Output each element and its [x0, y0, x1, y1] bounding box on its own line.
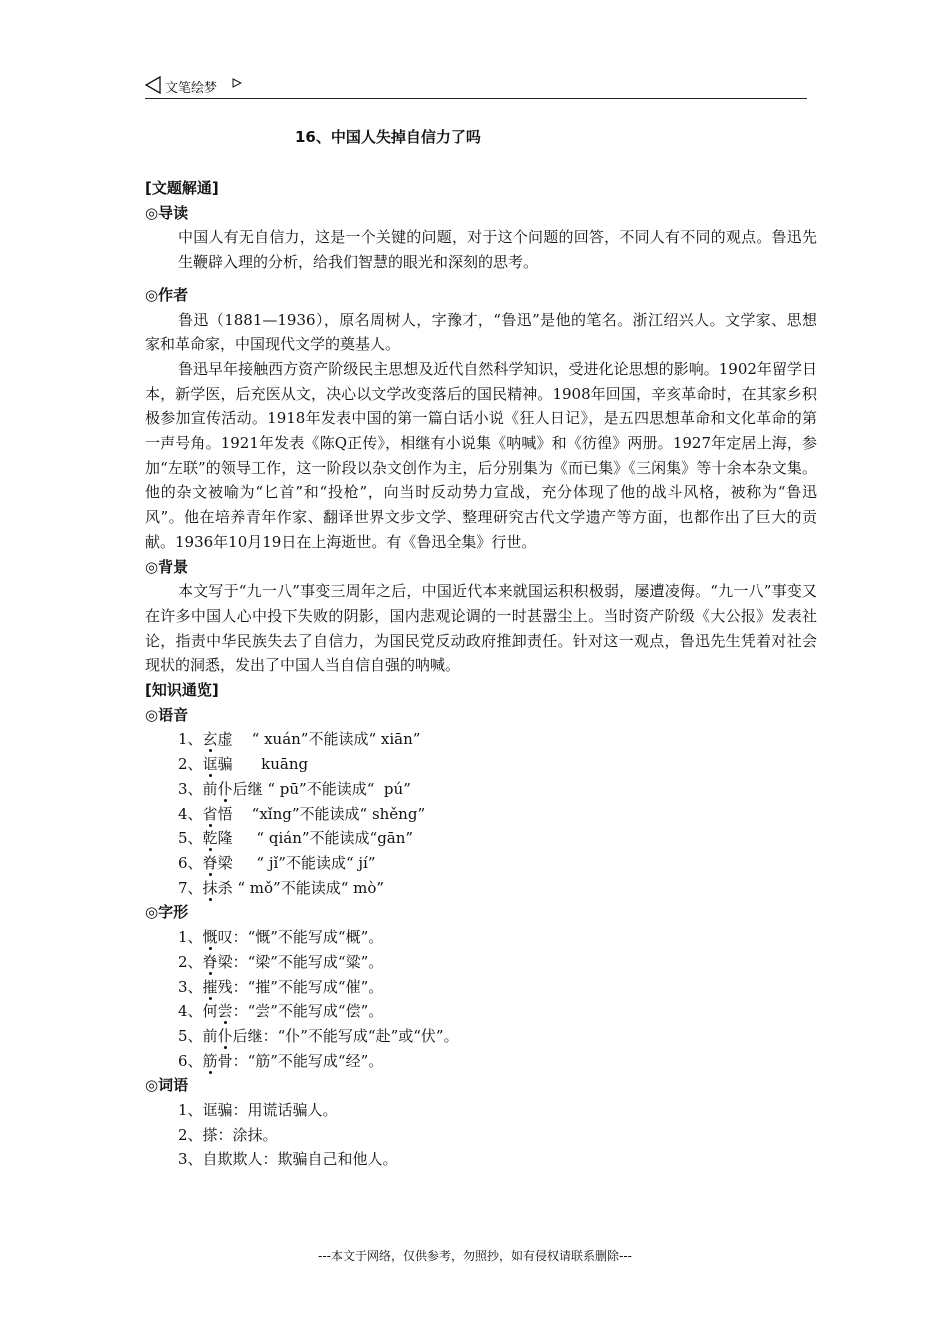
- list-item: 4、省悟 “xǐng”不能读成“ shěng”: [178, 804, 426, 823]
- subheading-ciyu: ◎词语: [145, 1076, 189, 1095]
- subheading-daodu: ◎导读: [145, 203, 189, 222]
- paragraph-daodu: 中国人有无自信力，这是一个关键的问题，对于这个问题的回答，不同人有不同的观点。鲁迅先生鞭辟入理的分析，给我们智慧的眼光和深刻的思考。: [178, 228, 817, 272]
- list-item: 3、自欺欺人：欺骗自己和他人。: [178, 1150, 398, 1169]
- list-item: 2、搽：涂抹。: [178, 1125, 278, 1144]
- page-title: 16、中国人失掉自信力了吗: [295, 128, 481, 146]
- list-item: 1、诓骗：用谎话骗人。: [178, 1101, 338, 1120]
- paragraph-zuozhe-2: 鲁迅早年接触西方资产阶级民主思想及近代自然科学知识，受进化论思想的影响。1902年留学日本，新学医，后充医从文，决心以文学改变落后的国民精神。1908年回国，辛亥革命时，在其家乡积极参加宣传活动。1918年发表中国的第一篇白话小说《狂人日记》，是五四思想革命和文化革命的第一声号角。1921年发表《陈Q正传》，相继有小说集《呐喊》和《彷徨》两册。1927年定居上海，参加“左联”的领导工作，这一阶段以杂文创作为主，后分别集为《而已集》《三闲集》等十余本杂文集。他的杂文被喻为“匕首”和“投枪”，向当时反动势力宣战，充分体现了他的战斗风格，被称为“鲁迅风”。他在培养青年作家、翻译世界文步文学、整理研究古代文学遗产等方面，也都作出了巨大的贡献。1936年10月19日在上海逝世。有《鲁迅全集》行世。: [145, 359, 817, 551]
- page-header: [145, 74, 807, 99]
- subheading-zuozhe: ◎作者: [145, 285, 189, 304]
- list-item: 6、脊梁 “ jǐ”不能读成“ jí”: [178, 853, 376, 872]
- subheading-beijing: ◎背景: [145, 557, 189, 576]
- left-triangle-icon: [145, 76, 161, 94]
- section-heading: [文题解通]: [145, 179, 219, 197]
- list-item: 5、前仆后继：“仆”不能写成“赴”或“伏”。: [178, 1026, 459, 1045]
- header-brand: 文笔绘梦: [165, 81, 218, 96]
- paragraph-beijing: 本文写于“九一八”事变三周年之后，中国近代本来就国运积积极弱，屡遭凌侮。“九一八”事变又在许多中国人心中投下失败的阴影，国内悲观论调的一时甚嚣尘上。当时资产阶级《大公报》发表社论，指责中华民族失去了自信力，为国民党反动政府推卸责任。针对这一观点，鲁迅先生凭着对社会现状的洞悉，发出了中国人当自信自强的呐喊。: [145, 582, 817, 675]
- subheading-yuyin: ◎语音: [145, 705, 189, 724]
- list-item: 5、乾隆 “ qián”不能读成“gān”: [178, 829, 414, 848]
- section-heading: [知识通览]: [145, 681, 219, 700]
- main-content: [145, 176, 817, 1172]
- list-item: 1、慨叹：“慨”不能写成“概”。: [178, 928, 384, 947]
- subheading-zixing: ◎字形: [145, 903, 189, 922]
- right-triangle-icon: [232, 78, 242, 88]
- page-footer: ---本文于网络，仅供参考，勿照抄，如有侵权请联系删除---: [318, 1249, 632, 1263]
- paragraph-zuozhe-1: 鲁迅（1881—1936），原名周树人，字豫才，“鲁迅”是他的笔名。浙江绍兴人。文学家、思想家和革命家，中国现代文学的奠基人。: [145, 310, 817, 354]
- list-item: 7、抹杀 “ mǒ”不能读成“ mò”: [178, 878, 385, 897]
- list-item: 6、筋骨：“筋”不能写成“经”。: [178, 1051, 384, 1070]
- list-item: 2、脊梁：“梁”不能写成“粱”。: [178, 952, 384, 971]
- list-item: 3、摧残：“摧”不能写成“催”。: [178, 977, 384, 996]
- list-item: 1、玄虚 “ xuán”不能读成“ xiān”: [178, 730, 421, 749]
- list-item: 3、前仆后继 “ pū”不能读成“ pú”: [178, 779, 411, 798]
- list-item: 4、何尝：“尝”不能写成“偿”。: [178, 1002, 384, 1021]
- list-item: 2、诓骗 kuāng: [178, 755, 309, 774]
